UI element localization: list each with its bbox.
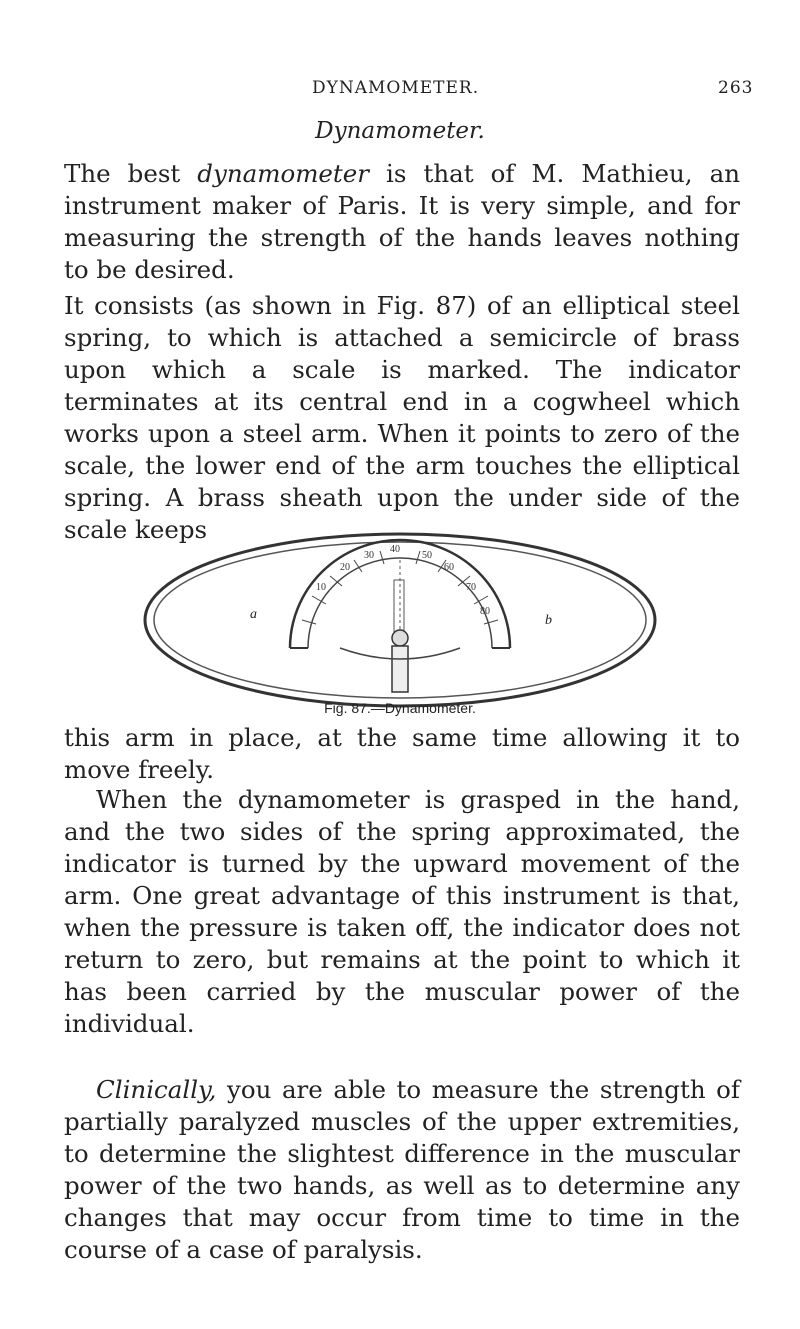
p5-emphasis: Clinically, <box>96 1075 217 1104</box>
paragraph-5 <box>64 1074 740 1266</box>
figure-caption: Fig. 87.—Dynamometer. <box>324 700 476 716</box>
paragraph-3: this arm in place, at the same time allowing it to move freely. <box>64 723 740 784</box>
scale-label-10: 10 <box>316 582 326 593</box>
paragraph-4: When the dynamometer is grasped in the hand, and the two sides of the spring approximated, the indicator is turned by the upward movement of the arm. One great advantage of this instrument is that, when the pressure is taken off, the indicator does not return to zero, but remains at the point to which it has been carried by the muscular power of the individual. <box>64 785 740 1038</box>
figure-label-b: b <box>545 613 552 628</box>
dynamometer-illustration <box>140 520 660 720</box>
section-heading: Dynamometer. <box>315 118 485 144</box>
steel-arm <box>392 646 408 692</box>
paragraph-1 <box>64 158 740 286</box>
page-number: 263 <box>718 78 754 98</box>
figure-label-a: a <box>250 607 257 622</box>
p1-emphasis: dynamometer <box>197 159 369 188</box>
scale-label-30: 30 <box>364 550 374 561</box>
scale-label-20: 20 <box>340 562 350 573</box>
p1-pre: The best <box>64 159 198 188</box>
running-head <box>0 78 800 106</box>
running-title: DYNAMOMETER. <box>312 78 480 98</box>
scale-label-60: 60 <box>444 562 454 573</box>
dynamometer-figure <box>140 520 660 720</box>
scale-label-40: 40 <box>390 544 400 555</box>
p5-post: you are able to measure the strength of partially paralyzed muscles of the upper extremities, to determine the slightest difference in the muscular power of the two hands, as well as to determine any changes that may occur from time to time in the course of a case of paralysis. <box>64 1075 740 1264</box>
scale-label-70: 70 <box>466 582 476 593</box>
scale-label-80: 80 <box>480 606 490 617</box>
scale-label-50: 50 <box>422 550 432 561</box>
brass-sheath <box>394 580 404 632</box>
p1-post: is that of M. Mathieu, an instrument maker of Paris. It is very simple, and for measuring the strength of the hands leaves nothing to be desired. <box>64 159 740 284</box>
cogwheel <box>392 630 408 646</box>
paragraph-2: It consists (as shown in Fig. 87) of an elliptical steel spring, to which is attached a semicircle of brass upon which a scale is marked. The indicator terminates at its central end in a cogwheel which works upon a steel arm. When it points to zero of the scale, the lower end of the arm touches the elliptical spring. A brass sheath upon the under side of the scale keeps <box>64 291 740 544</box>
